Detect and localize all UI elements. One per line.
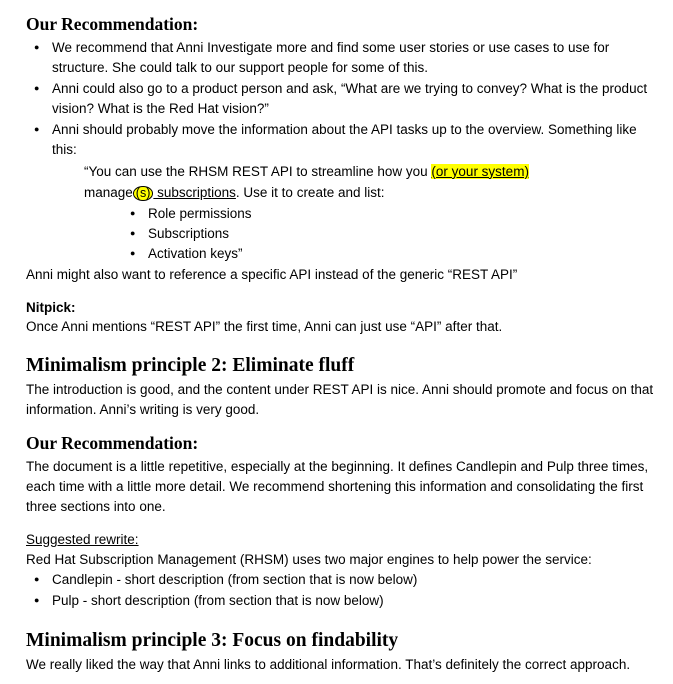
- quote-sub-list: [122, 204, 655, 265]
- quote-block: [84, 161, 655, 265]
- list-item: ● Subscriptions: [122, 224, 655, 244]
- our-recommendation-2-body: The document is a little repetitive, especially at the beginning. It defines Candlepin and Pulp three times, each time with a little more detail. We recommend shortening this information and consolidating the first three sections into one.: [26, 459, 649, 515]
- section-heading-our-recommendation-2: Our Recommendation:: [26, 433, 199, 454]
- section-heading-nitpick: Nitpick:: [26, 299, 76, 315]
- section-heading-suggested-rewrite: Suggested rewrite:: [26, 532, 139, 548]
- section-heading-minimalism-principle-3: Minimalism principle 3: Focus on findability: [26, 629, 399, 651]
- quote-line-1: [84, 161, 655, 183]
- quote-line-2-text: manage: [84, 185, 133, 201]
- list-item: ● Anni could also go to a product person and ask, “What are we trying to convey? What is the product vision? What is the Red Hat vision?”: [26, 79, 655, 119]
- recommendation-bullet-list-1: [26, 38, 655, 160]
- quote-underline-subscriptions: subscriptions: [153, 185, 236, 201]
- suggested-rewrite-bullet-list: [26, 570, 655, 611]
- quote-line-1-text: “You can use the RHSM REST API to streamline how you: [84, 163, 432, 179]
- quote-line-2: [84, 182, 655, 204]
- list-item: ● Role permissions: [122, 204, 655, 224]
- quote-line-2-tail: . Use it to create and list:: [235, 185, 385, 201]
- list-item: ● Candlepin - short description (from section that is now below): [26, 570, 655, 590]
- circled-s-annotation: (s): [133, 186, 154, 201]
- list-item: ● We recommend that Anni Investigate more and find some user stories or use cases to use for structure. She could talk to our support people for some of this.: [26, 38, 655, 78]
- nitpick-body: Once Anni mentions “REST API” the first time, Anni can just use “API” after that.: [26, 319, 503, 335]
- section-heading-minimalism-principle-2: Minimalism principle 2: Eliminate fluff: [26, 355, 355, 377]
- section-heading-our-recommendation-1: Our Recommendation:: [26, 14, 199, 34]
- minimalism-2-body: The introduction is good, and the content under REST API is nice. Anni should promote and focus on that information. Anni’s writing is very good.: [26, 382, 654, 418]
- list-item: ● Pulp - short description (from section that is now below): [26, 591, 655, 611]
- minimalism-3-body: We really liked the way that Anni links to additional information. That’s definitely the correct approach.: [26, 657, 631, 672]
- recommendation-closing-note: Anni might also want to reference a specific API instead of the generic “REST API”: [26, 266, 518, 282]
- quote-highlight-or-your-system: (or your system): [431, 163, 529, 179]
- suggested-rewrite-body: Red Hat Subscription Management (RHSM) uses two major engines to help power the service:: [26, 551, 592, 567]
- list-item: ● Anni should probably move the information about the API tasks up to the overview. Something like this:: [26, 120, 655, 160]
- list-item: ● Activation keys”: [122, 244, 655, 264]
